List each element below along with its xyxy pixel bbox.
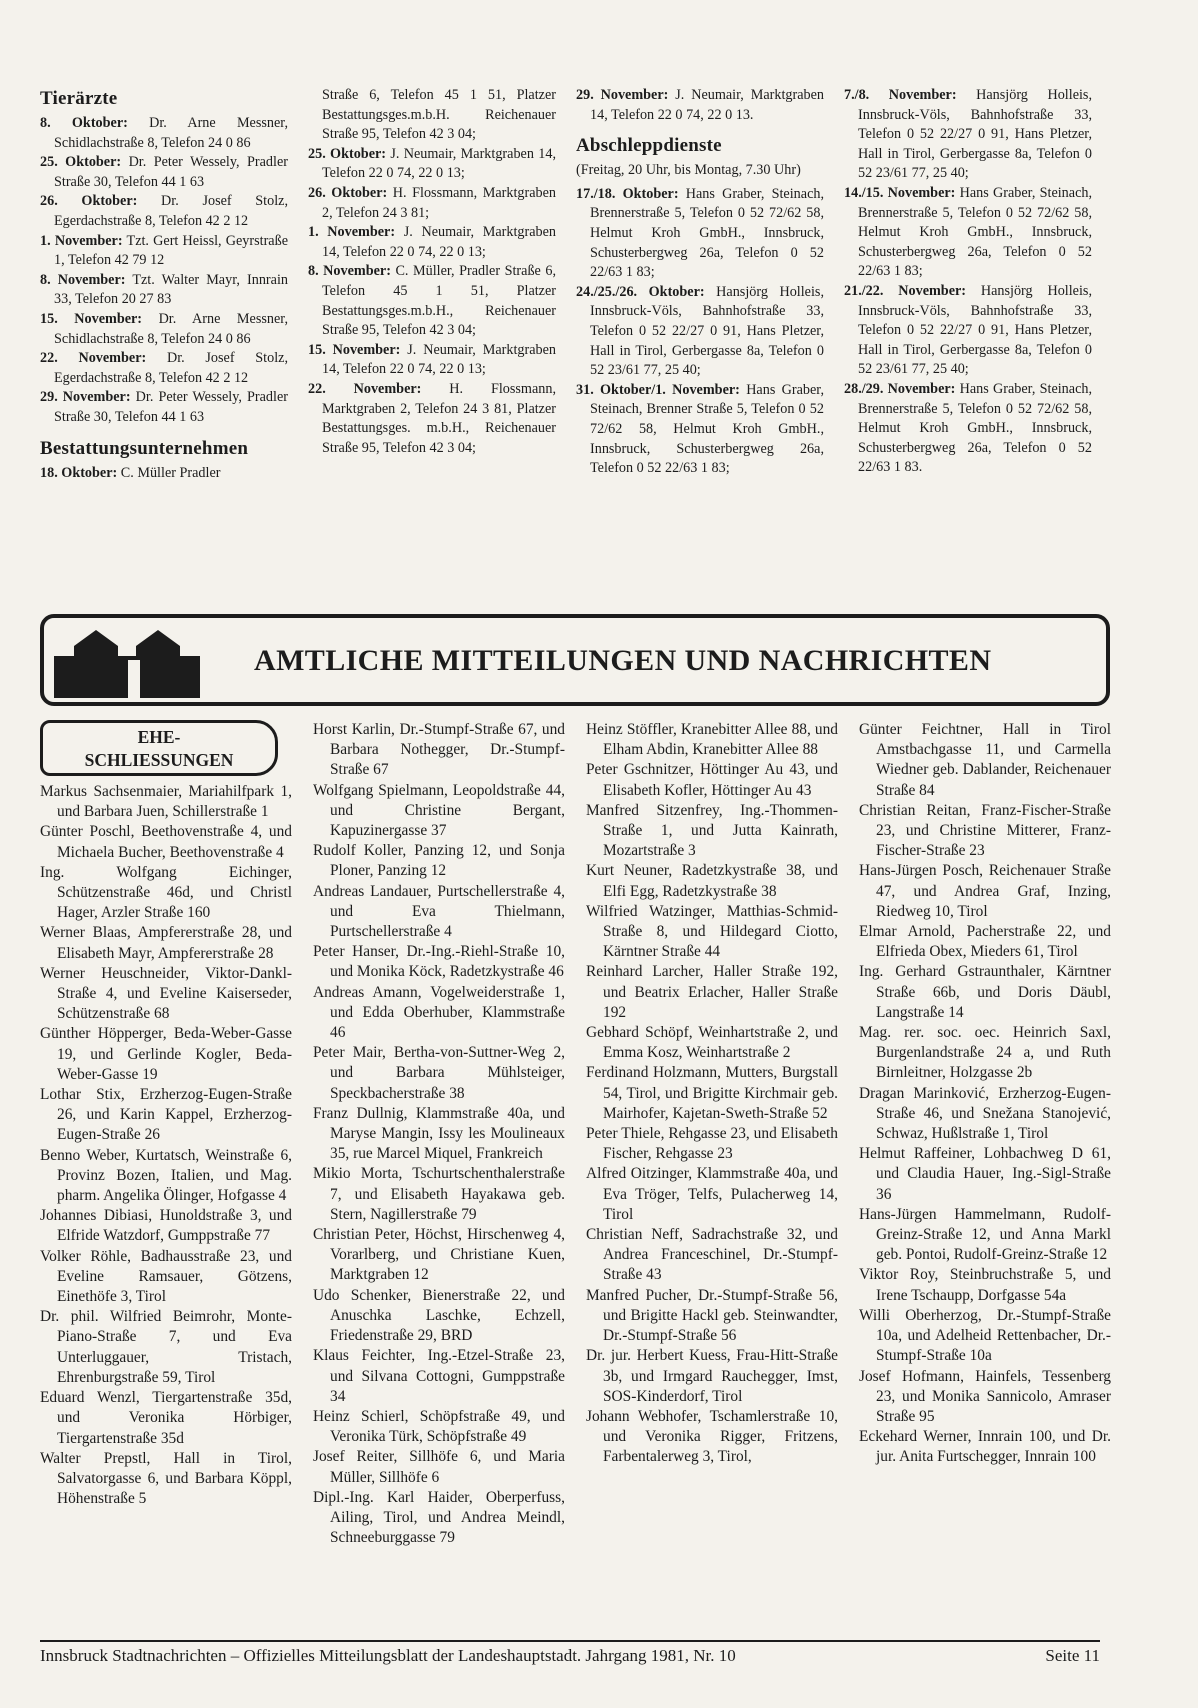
list-item: Werner Blaas, Ampfererstraße 28, und Elisabeth Mayr, Ampfererstraße 28 [40,924,292,962]
list-item: Helmut Raffeiner, Lohbachweg D 61, und Claudia Hauer, Ing.-Sigl-Straße 36 [859,1145,1111,1203]
entry-date: 1. November: [308,224,396,241]
list-item: Wilfried Watzinger, Matthias-Schmid-Straße 8, und Hildegard Ciotto, Kärntner Straße 44 [586,902,838,961]
entry-text: H. Flossmann, Marktgraben 2, Telefon 24 3 81, Platzer Bestattungsges. m.b.H., Reichenauer Straße 95, Telefon 42 3 04; [322,380,556,456]
list-item: Johann Webhofer, Tschamlerstraße 10, und Veronika Rigger, Fritzens, Farbentalerweg 3, Tirol, [586,1407,838,1466]
entry-date: 25. Oktober: [40,154,122,171]
list-item: Hans-Jürgen Posch, Reichenauer Straße 47, und Andrea Graf, Inzing, Riedweg 10, Tirol [859,862,1111,920]
page-number: Seite 11 [1045,1646,1100,1665]
entry-date: 15. November: [308,341,401,358]
list-item: Udo Schenker, Bienerstraße 22, und Anuschka Laschke, Echzell, Friedenstraße 29, BRD [313,1286,565,1345]
marriages-section [40,720,1110,1630]
list-item: Dr. phil. Wilfried Beimrohr, Monte-Piano-Straße 7, und Eva Unterluggauer, Tristach, Ehrenburgstraße 59, Tirol [40,1308,292,1386]
ehe-heading-box [40,720,278,776]
entry-date: 1. November: [40,232,123,249]
page-footer [40,1644,1100,1672]
entry-date: 29. November: [40,389,131,406]
list-item: Andreas Amann, Vogelweiderstraße 1, und Edda Oberhuber, Klammstraße 46 [313,983,565,1042]
list-item: Peter Thiele, Rehgasse 23, und Elisabeth Fischer, Rehgasse 23 [586,1125,838,1163]
list-item: Andreas Landauer, Purtschellerstraße 4, und Eva Thielmann, Purtschellerstraße 4 [313,882,565,941]
list-item: Werner Heuschneider, Viktor-Dankl-Straße 4, und Eveline Kaiserseder, Schützenstraße 68 [40,964,292,1023]
list-item: Kurt Neuner, Radetzkystraße 38, und Elfi Egg, Radetzkystraße 38 [586,862,838,900]
main-column-3 [586,720,838,1468]
list-item: Dipl.-Ing. Karl Haider, Oberperfuss, Ailing, Tirol, und Andrea Meindl, Schneeburggasse 79 [313,1488,565,1547]
entry-date: 26. Oktober: [40,193,138,210]
list-item: Horst Karlin, Dr.-Stumpf-Straße 67, und Barbara Nothegger, Dr.-Stumpf-Straße 67 [313,721,565,779]
entry-text: Hansjörg Holleis, Innsbruck-Völs, Bahnhofstraße 33, Telefon 0 52 22/27 0 91, Hans Pletzer, Hall in Tirol, Gerbergasse 8a, Telefon 0 52 23/61 77, 25 40; [858,282,1092,378]
list-item: Ferdinand Holzmann, Mutters, Burgstall 54, Tirol, und Brigitte Kirchmair geb. Mairhofer, Kajetan-Sweth-Straße 52 [586,1064,838,1122]
list-item: Dr. jur. Herbert Kuess, Frau-Hitt-Straße 3b, und Irmgard Rauchegger, Imst, SOS-Kinderdorf, Tirol [586,1347,838,1405]
ehe-heading-line1: EHE- [137,727,181,747]
list-item [576,185,824,283]
list-item: Gebhard Schöpf, Weinhartstraße 2, und Emma Kosz, Weinhartstraße 2 [586,1024,838,1062]
entry-text: Hans Graber, Steinach, Brennerstraße 5, Telefon 0 52 72/62 58, Helmut Kroh GmbH., Innsbruck, Schusterbergweg 26a, Telefon 0 52 22/63 1 83; [858,184,1093,280]
entry-date: 22. November: [308,380,422,397]
list-item: Christian Reitan, Franz-Fischer-Straße 23, und Christine Mitterer, Franz-Fischer-Straße 23 [859,801,1111,860]
entry-text: C. Müller Pradler [120,464,221,481]
list-item: Mikio Morta, Tschurtschenthalerstraße 7, und Elisabeth Hayakawa geb. Stern, Nagillerstraße 79 [313,1165,565,1223]
list-item: Viktor Roy, Steinbruchstraße 5, und Irene Tschaupp, Dorfgasse 54a [859,1266,1111,1304]
list-item: Alfred Oitzinger, Klammstraße 40a, und Eva Tröger, Telfs, Pulacherweg 14, Tirol [586,1165,838,1223]
list-item: Josef Hofmann, Hainfels, Tessenberg 23, und Monika Sannicolo, Amraser Straße 95 [859,1367,1111,1425]
vet-list [40,114,288,428]
list-item: Benno Weber, Kurtatsch, Weinstraße 6, Provinz Bozen, Italien, und Mag. pharm. Angelika Ölinger, Hofgasse 4 [40,1146,292,1205]
list-item [40,388,288,427]
top-column-2 [308,86,556,458]
marriage-list [40,782,292,1509]
list-item [308,262,556,340]
entry-date: 7./8. November: [844,87,957,103]
top-column-3 [576,86,824,479]
entry-text: Hans Graber, Steinach, Brenner Straße 5, Telefon 0 52 72/62 58, Helmut Kroh GmbH., Innsbruck, Schusterbergweg 26a, Telefon 0 52 22/63 1 83; [590,381,824,477]
entry-text: Tzt. Gert Heissl, Geyrstraße 1, Telefon 42 79 12 [54,232,288,269]
heading-bestattung: Bestattungsunternehmen [40,437,249,459]
list-item: Manfred Sitzenfrey, Ing.-Thommen-Straße 1, und Jutta Kainrath, Mozartstraße 3 [586,801,838,860]
entry-date: 22. November: [40,350,147,367]
houses-logo-icon [54,628,216,700]
heading-tieraerzte: Tierärzte [40,88,118,109]
entry-text: Dr. Josef Stolz, Egerdachstraße 8, Telefon 42 2 12 [54,350,289,386]
list-item: Christian Neff, Sadrachstraße 32, und Andrea Franceschinel, Dr.-Stumpf-Straße 43 [586,1226,838,1284]
entry-text: J. Neumair, Marktgraben 14, Telefon 22 0 74, 22 0 13. [590,87,824,123]
list-item: Peter Mair, Bertha-von-Suttner-Weg 2, und Barbara Mühlsteiger, Speckbacherstraße 38 [313,1044,565,1102]
list-item-continuation: Straße 6, Telefon 45 1 51, Platzer Bestattungsges.m.b.H. Reichenauer Straße 95, Telefon 42 3 04; [322,87,556,143]
list-item [40,464,288,484]
entry-text: Dr. Peter Wessely, Pradler Straße 30, Telefon 44 1 63 [54,389,288,425]
list-item [844,380,1092,478]
entry-date: 8. November: [40,271,126,288]
list-item: Wolfgang Spielmann, Leopoldstraße 44, und Christine Bergant, Kapuzinergasse 37 [313,781,565,840]
list-item [40,349,288,388]
entry-date: 26. Oktober: [308,184,388,201]
list-item [576,86,824,125]
heading-abschleppdienste: Abschleppdienste [576,135,722,157]
entry-text: Hans Graber, Steinach, Brennerstraße 5, Telefon 0 52 72/62 58, Helmut Kroh GmbH., Innsbruck, Schusterbergweg 26a, Telefon 0 52 22/63 1 83. [858,380,1093,476]
list-item [844,282,1092,380]
list-item: Franz Dullnig, Klammstraße 40a, und Maryse Mangin, Issy les Moulineaux 35, rue Marcel Miquel, Frankreich [313,1104,565,1163]
entry-date: 18. Oktober: [40,464,118,481]
towing-list [576,185,824,479]
footer-divider [40,1640,1100,1642]
main-column-1 [40,720,292,1509]
list-item [576,381,824,479]
list-item: Peter Hanser, Dr.-Ing.-Riehl-Straße 10, und Monika Köck, Radetzkystraße 46 [313,943,565,981]
list-item [308,223,556,262]
list-item [40,310,288,349]
list-item: Reinhard Larcher, Haller Straße 192, und Beatrix Erlacher, Haller Straße 192 [586,963,838,1021]
list-item: Dragan Marinković, Erzherzog-Eugen-Straße 46, und Snežana Stanojević, Schwaz, Hußlstraße 1, Tirol [859,1084,1111,1143]
emergency-services-section [40,86,1100,606]
main-column-4 [859,720,1111,1468]
footer-publication: Innsbruck Stadtnachrichten – Offizielles Mitteilungsblatt der Landeshauptstadt. Jahrgang 1981, Nr. 10 [40,1646,736,1665]
list-item [40,271,288,310]
entry-date: 14./15. November: [844,184,956,201]
top-column-1 [40,86,288,483]
list-item: Ing. Gerhard Gstraunthaler, Kärntner Straße 66b, und Doris Däubl, Langstraße 14 [859,963,1111,1021]
list-item: Günter Feichtner, Hall in Tirol Amstbachgasse 11, und Carmella Wiedner geb. Dablander, Reichenauer Straße 84 [859,721,1111,799]
entry-date: 21./22. November: [844,282,967,299]
top-column-4 [844,86,1092,478]
list-item [40,114,288,153]
list-item [40,232,288,271]
list-item [308,341,556,380]
entry-date: 31. Oktober/1. November: [576,381,740,398]
list-item: Volker Röhle, Badhausstraße 23, und Eveline Ramsauer, Götzens, Einethöfe 3, Tirol [40,1247,292,1306]
list-item [308,184,556,223]
section-banner [40,614,1110,706]
entry-text: Hansjörg Holleis, Innsbruck-Völs, Bahnhofstraße 33, Telefon 0 52 22/27 0 91, Hans Pletzer, Hall in Tirol, Gerbergasse 8a, Telefon 0 52 23/61 77, 25 40; [590,283,824,379]
entry-date: 8. Oktober: [40,115,128,131]
list-item: Günter Poschl, Beethovenstraße 4, und Michaela Bucher, Beethovenstraße 4 [40,823,292,861]
marriage-list [586,720,838,1468]
entry-text: Dr. Josef Stolz, Egerdachstraße 8, Telefon 42 2 12 [54,193,288,229]
entry-text: Hansjörg Holleis, Innsbruck-Völs, Bahnhofstraße 33, Telefon 0 52 22/27 0 91, Hans Pletzer, Hall in Tirol, Gerbergasse 8a, Telefon 0 52 23/61 77, 25 40; [858,87,1092,182]
list-item: Manfred Pucher, Dr.-Stumpf-Straße 56, und Brigitte Hackl geb. Steinwandter, Dr.-Stumpf-Straße 56 [586,1286,838,1345]
entry-text: J. Neumair, Marktgraben 14, Telefon 22 0 74, 22 0 13; [322,224,556,260]
list-item [40,192,288,231]
list-item [308,145,556,184]
list-item: Klaus Feichter, Ing.-Etzel-Straße 23, und Silvana Cottogni, Gumppstraße 34 [313,1347,565,1405]
list-item [844,184,1092,282]
entry-date: 25. Oktober: [308,145,387,162]
list-item: Ing. Wolfgang Eichinger, Schützenstraße 46d, und Christl Hager, Arzler Straße 160 [40,863,292,922]
marriage-list [313,720,565,1548]
list-item: Heinz Schierl, Schöpfstraße 49, und Veronika Türk, Schöpfstraße 49 [313,1407,565,1446]
marriage-list [859,720,1111,1468]
list-item: Lothar Stix, Erzherzog-Eugen-Straße 26, und Karin Kappel, Erzherzog-Eugen-Straße 26 [40,1086,292,1144]
entry-text: Dr. Arne Messner, Schidlachstraße 8, Telefon 24 0 86 [54,115,288,151]
entry-text: C. Müller, Pradler Straße 6, Telefon 45 1 51, Platzer Bestattungsges.m.b.H., Reichenauer Straße 95, Telefon 42 3 04; [322,263,556,339]
entry-text: Dr. Arne Messner, Schidlachstraße 8, Telefon 24 0 86 [54,310,288,347]
list-item: Hans-Jürgen Hammelmann, Rudolf-Greinz-Straße 12, und Anna Markl geb. Pontoi, Rudolf-Greinz-Straße 12 [859,1205,1111,1264]
entry-date: 29. November: [576,87,669,103]
schedule-note: (Freitag, 20 Uhr, bis Montag, 7.30 Uhr) [576,162,801,179]
funeral-list [308,145,556,459]
entry-text: J. Neumair, Marktgraben 14, Telefon 22 0 74, 22 0 13; [322,341,556,378]
entry-date: 24./25./26. Oktober: [576,283,705,300]
list-item: Mag. rer. soc. oec. Heinrich Saxl, Burgenlandstraße 24 a, und Ruth Birnleitner, Holzgasse 2b [859,1024,1111,1082]
entry-date: 8. November: [308,263,391,280]
entry-text: Tzt. Walter Mayr, Innrain 33, Telefon 20 27 83 [54,271,288,308]
list-item: Markus Sachsenmaier, Mariahilfpark 1, und Barbara Juen, Schillerstraße 1 [40,783,292,821]
entry-text: Hans Graber, Steinach, Brennerstraße 5, Telefon 0 52 72/62 58, Helmut Kroh GmbH., Innsbruck, Schusterbergweg 26a, Telefon 0 52 22/63 1 83; [590,185,825,281]
list-item: Walter Prepstl, Hall in Tirol, Salvatorgasse 6, und Barbara Köppl, Höhenstraße 5 [40,1449,292,1508]
list-item: Josef Reiter, Sillhöfe 6, und Maria Müller, Sillhöfe 6 [313,1448,565,1486]
list-item: Elmar Arnold, Pacherstraße 22, und Elfrieda Obex, Mieders 61, Tirol [859,923,1111,961]
entry-text: Dr. Peter Wessely, Pradler Straße 30, Telefon 44 1 63 [54,154,288,190]
main-column-2 [313,720,565,1548]
towing-list-continued [844,86,1092,478]
list-item [40,153,288,192]
list-item [576,283,824,381]
entry-date: 28./29. November: [844,380,956,397]
list-item: Rudolf Koller, Panzing 12, und Sonja Ploner, Panzing 12 [313,842,565,880]
list-item: Johannes Dibiasi, Hunoldstraße 3, und Elfride Watzdorf, Gumppstraße 77 [40,1207,292,1245]
ehe-heading-line2: SCHLIESSUNGEN [84,750,234,770]
list-item: Willi Oberherzog, Dr.-Stumpf-Straße 10a, und Adelheid Rettenbacher, Dr.-Stumpf-Straße 10a [859,1306,1111,1365]
banner-title: AMTLICHE MITTEILUNGEN UND NACHRICHTEN [254,644,992,677]
list-item [844,86,1092,184]
entry-text: J. Neumair, Marktgraben 14, Telefon 22 0 74, 22 0 13; [322,145,556,182]
list-item: Eckehard Werner, Innrain 100, und Dr. jur. Anita Furtschegger, Innrain 100 [859,1428,1111,1466]
entry-text: H. Flossmann, Marktgraben 2, Telefon 24 3 81; [322,184,556,221]
entry-date: 15. November: [40,310,143,327]
list-item: Eduard Wenzl, Tiergartenstraße 35d, und Veronika Hörbiger, Tiergartenstraße 35d [40,1389,292,1447]
entry-date: 17./18. Oktober: [576,185,679,202]
list-item: Christian Peter, Höchst, Hirschenweg 4, Vorarlberg, und Christiane Kuen, Marktgraben 12 [313,1226,565,1284]
list-item [308,380,556,458]
list-item: Peter Gschnitzer, Höttinger Au 43, und Elisabeth Kofler, Höttinger Au 43 [586,761,838,799]
list-item: Heinz Stöffler, Kranebitter Allee 88, und Elham Abdin, Kranebitter Allee 88 [586,721,838,759]
list-item: Günther Höpperger, Beda-Weber-Gasse 19, und Gerlinde Kogler, Beda-Weber-Gasse 19 [40,1025,292,1083]
